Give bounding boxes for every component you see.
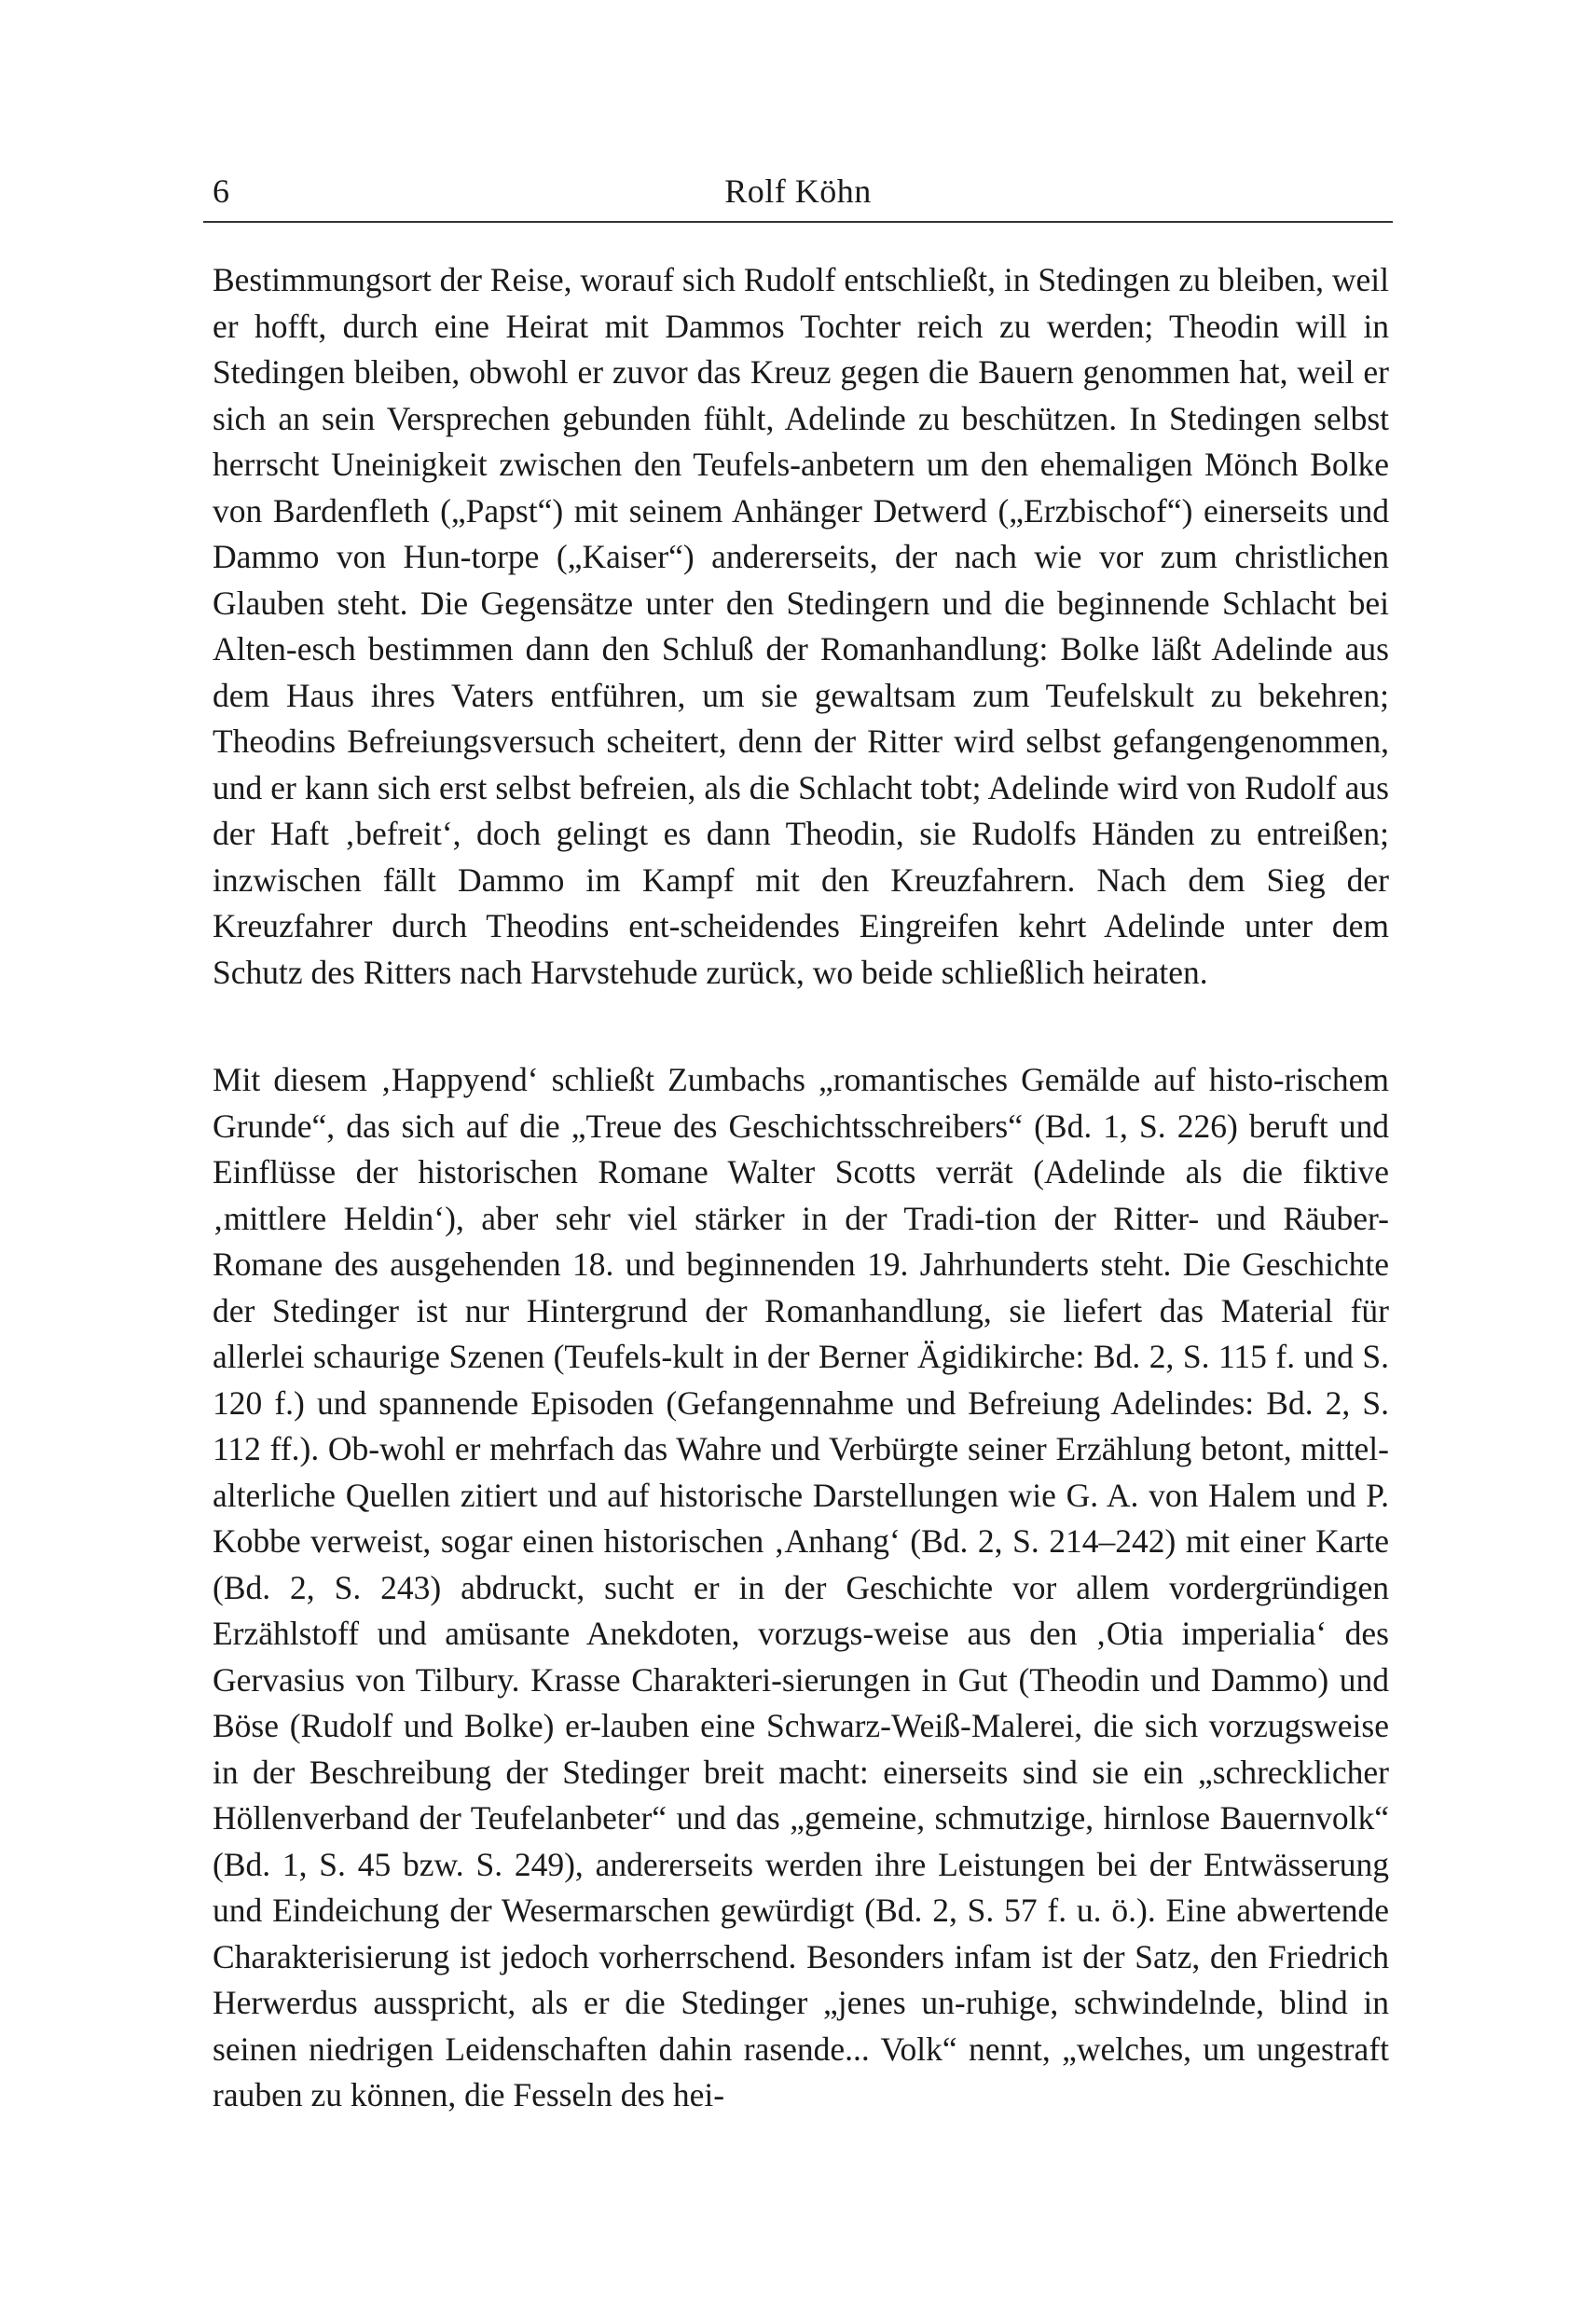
paragraph-zumbach-analysis: Mit diesem ‚Happyend‘ schließt Zumbachs „romantisches Gemälde auf histo-rischem Grunde“, das sich auf die „Treue des Geschichtsschreibers“ (Bd. 1, S. 226) beruft und Einflüsse der historischen Romane Walter Scotts verrät (Adelinde als die fiktive ‚mittlere Heldin‘), aber sehr viel stärker in der Tradi-tion der Ritter- und Räuber-Romane des ausgehenden 18. und beginnenden 19. Jahrhunderts steht. Die Geschichte der Stedinger ist nur Hintergrund der Romanhandlung, sie liefert das Material für allerlei schaurige Szenen (Teufels-kult in der Berner Ägidikirche: Bd. 2, S. 115 f. und S. 120 f.) und spannende Episoden (Gefangennahme und Befreiung Adelindes: Bd. 2, S. 112 ff.). Ob-wohl er mehrfach das Wahre und Verbürgte seiner Erzählung betont, mittel-alterliche Quellen zitiert und auf historische Darstellungen wie G. A. von Halem und P. Kobbe verweist, sogar einen historischen ‚Anhang‘ (Bd. 2, S. 214–242) mit einer Karte (Bd. 2, S. 243) abdruckt, sucht er in der Geschichte vor allem vordergründigen Erzählstoff und amüsante Anekdoten, vorzugs-weise aus den ‚Otia imperialia‘ des Gervasius von Tilbury. Krasse Charakteri-sierungen in Gut (Theodin und Dammo) und Böse (Rudolf und Bolke) er-lauben eine Schwarz-Weiß-Malerei, die sich vorzugsweise in der Beschreibung der Stedinger breit macht: einerseits sind sie ein „schrecklicher Höllenverband der Teufelanbeter“ und das „gemeine, schmutzige, hirnlose Bauernvolk“ (Bd. 1, S. 45 bzw. S. 249), andererseits werden ihre Leistungen bei der Entwässerung und Eindeichung der Wesermarschen gewürdigt (Bd. 2, S. 57 f. u. ö.). Eine abwertende Charakterisierung ist jedoch vorherrschend. Besonders infam ist der Satz, den Friedrich Herwerdus ausspricht, als er die Stedinger „jenes un-ruhige, schwindelnde, blind in seinen niedrigen Leidenschaften dahin rasende... Volk“ nennt, „welches, um ungestraft rauben zu können, die Fesseln des hei- [213, 1061, 1389, 2113]
running-head-title: Rolf Köhn [724, 172, 872, 210]
page-number: 6 [213, 172, 229, 210]
paragraph-plot-summary: Bestimmungsort der Reise, worauf sich Rudolf entschließt, in Stedingen zu bleiben, weil er hofft, durch eine Heirat mit Dammos Tochter reich zu werden; Theodin will in Stedingen bleiben, obwohl er zuvor das Kreuz gegen die Bauern genommen hat, weil er sich an sein Versprechen gebunden fühlt, Adelinde zu beschützen. In Stedingen selbst herrscht Uneinigkeit zwischen den Teufels-anbetern um den ehemaligen Mönch Bolke von Bardenfleth („Papst“) mit seinem Anhänger Detwerd („Erzbischof“) einerseits und Dammo von Hun-torpe („Kaiser“) andererseits, der nach wie vor zum christlichen Glauben steht. Die Gegensätze unter den Stedingern und die beginnende Schlacht bei Alten-esch bestimmen dann den Schluß der Romanhandlung: Bolke läßt Adelinde aus dem Haus ihres Vaters entführen, um sie gewaltsam zum Teufelskult zu bekehren; Theodins Befreiungsversuch scheitert, denn der Ritter wird selbst gefangengenommen, und er kann sich erst selbst befreien, als die Schlacht tobt; Adelinde wird von Rudolf aus der Haft ‚befreit‘, doch gelingt es dann Theodin, sie Rudolfs Händen zu entreißen; inzwischen fällt Dammo im Kampf mit den Kreuzfahrern. Nach dem Sieg der Kreuzfahrer durch Theodins ent-scheidendes Eingreifen kehrt Adelinde unter dem Schutz des Ritters nach Harvstehude zurück, wo beide schließlich heiraten. [213, 261, 1389, 991]
running-head [203, 168, 1393, 214]
header-rule [203, 221, 1393, 223]
body-text [213, 257, 1389, 2119]
